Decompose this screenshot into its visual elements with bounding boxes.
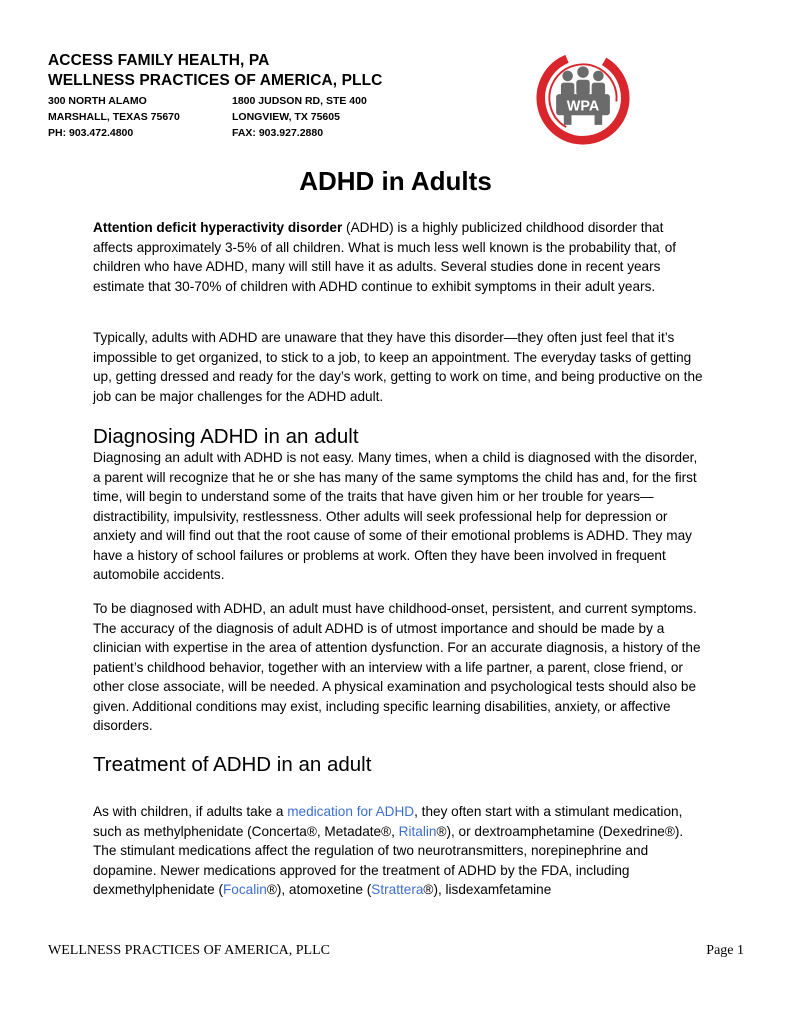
org-name-access-family-health: ACCESS FAMILY HEALTH, PA [48, 52, 270, 69]
address-marshall [48, 93, 180, 141]
address-line: 300 NORTH ALAMO [48, 95, 147, 107]
strattera-link[interactable]: Strattera [371, 882, 424, 897]
people-icon [556, 66, 610, 125]
treatment-paragraph [93, 802, 705, 900]
org-name-wellness-practices: WELLNESS PRACTICES OF AMERICA, PLLC [48, 72, 383, 89]
address-line: 1800 JUDSON RD, STE 400 [232, 95, 367, 107]
section-heading-diagnosing: Diagnosing ADHD in an adult [93, 425, 359, 448]
medication-for-adhd-link[interactable]: medication for ADHD [287, 804, 415, 819]
phone-line: PH: 903.472.4800 [48, 127, 134, 139]
diagnosing-paragraph-1 [93, 448, 705, 585]
footer-org-name: WELLNESS PRACTICES OF AMERICA, PLLC [48, 943, 330, 958]
paragraph-text: Typically, adults with ADHD are unaware that they have this disorder—they often just feel that it’s impossible to get organized, to stick to a job, to keep an appointment. The everyday tasks of getting up, getting dressed and ready for the day’s work, getting to work on time, and being productive on the job can be major challenges for the ADHD adult. [93, 330, 703, 404]
page-number: Page 1 [706, 943, 744, 958]
address-line: LONGVIEW, TX 75605 [232, 111, 340, 123]
intro-paragraph-2 [93, 328, 705, 406]
bold-term: Attention deficit hyperactivity disorder [93, 220, 343, 235]
section-heading-treatment: Treatment of ADHD in an adult [93, 753, 372, 776]
focalin-link[interactable]: Focalin [222, 882, 267, 897]
fax-line: FAX: 903.927.2880 [232, 127, 324, 139]
address-longview [232, 93, 367, 141]
paragraph-text: (ADHD) is a highly publicized childhood disorder that affects approximately 3-5% of all children. What is much less well known is the probability that, of children who have ADHD, many will still have it as adults. Several studies done in recent years estimate that 30-70% of children with ADHD continue to exhibit symptoms in their adult years. [93, 220, 677, 294]
paragraph-text: To be diagnosed with ADHD, an adult must have childhood-onset, persistent, and current symptoms. The accuracy of the diagnosis of adult ADHD is of utmost importance and should be made by a clinician with expertise in the area of attention dysfunction. For an accurate diagnosis, a history of the patient’s childhood behavior, together with an interview with a life partner, a parent, close friend, or other close associate, will be needed. A physical examination and psychological tests should also be given. Additional conditions may exist, including specific learning disabilities, anxiety, or affective disorders. [93, 601, 701, 733]
paragraph-text: Diagnosing an adult with ADHD is not easy. Many times, when a child is diagnosed with the disorder, a parent will recognize that he or she has many of the same symptoms the child has and, for the first time, will begin to understand some of the traits that have given him or her trouble for years—distractibility, impulsivity, restlessness. Other adults will seek professional help for depression or anxiety and will find out that the root cause of some of their emotional problems is ADHD. They may have a history of school failures or problems at work. Often they have been involved in frequent automobile accidents. [93, 450, 698, 582]
ritalin-link[interactable]: Ritalin [398, 823, 437, 839]
paragraph-text: ®), atomoxetine ( [266, 882, 372, 897]
paragraph-text: , they often start with a stimulant medication, such as methylphenidate (Concerta®, Metadate®, [93, 804, 683, 839]
diagnosing-paragraph-2 [93, 599, 705, 736]
page-title: ADHD in Adults [299, 166, 492, 196]
wpa-logo [535, 50, 631, 146]
paragraph-text: ®), or dextroamphetamine (Dexedrine®). The stimulant medications affect the regulation of two neurotransmitters, norepinephrine and dopamine. Newer medications approved for the treatment of ADHD by the FDA, including dexmethylphenidate ( [93, 823, 684, 897]
logo-text: WPA [566, 98, 600, 115]
intro-paragraph-1 [93, 218, 705, 296]
paragraph-text: As with children, if adults take a [93, 804, 288, 819]
paragraph-text: ®), lisdexamfetamine [423, 882, 552, 897]
address-line: MARSHALL, TEXAS 75670 [48, 111, 180, 123]
